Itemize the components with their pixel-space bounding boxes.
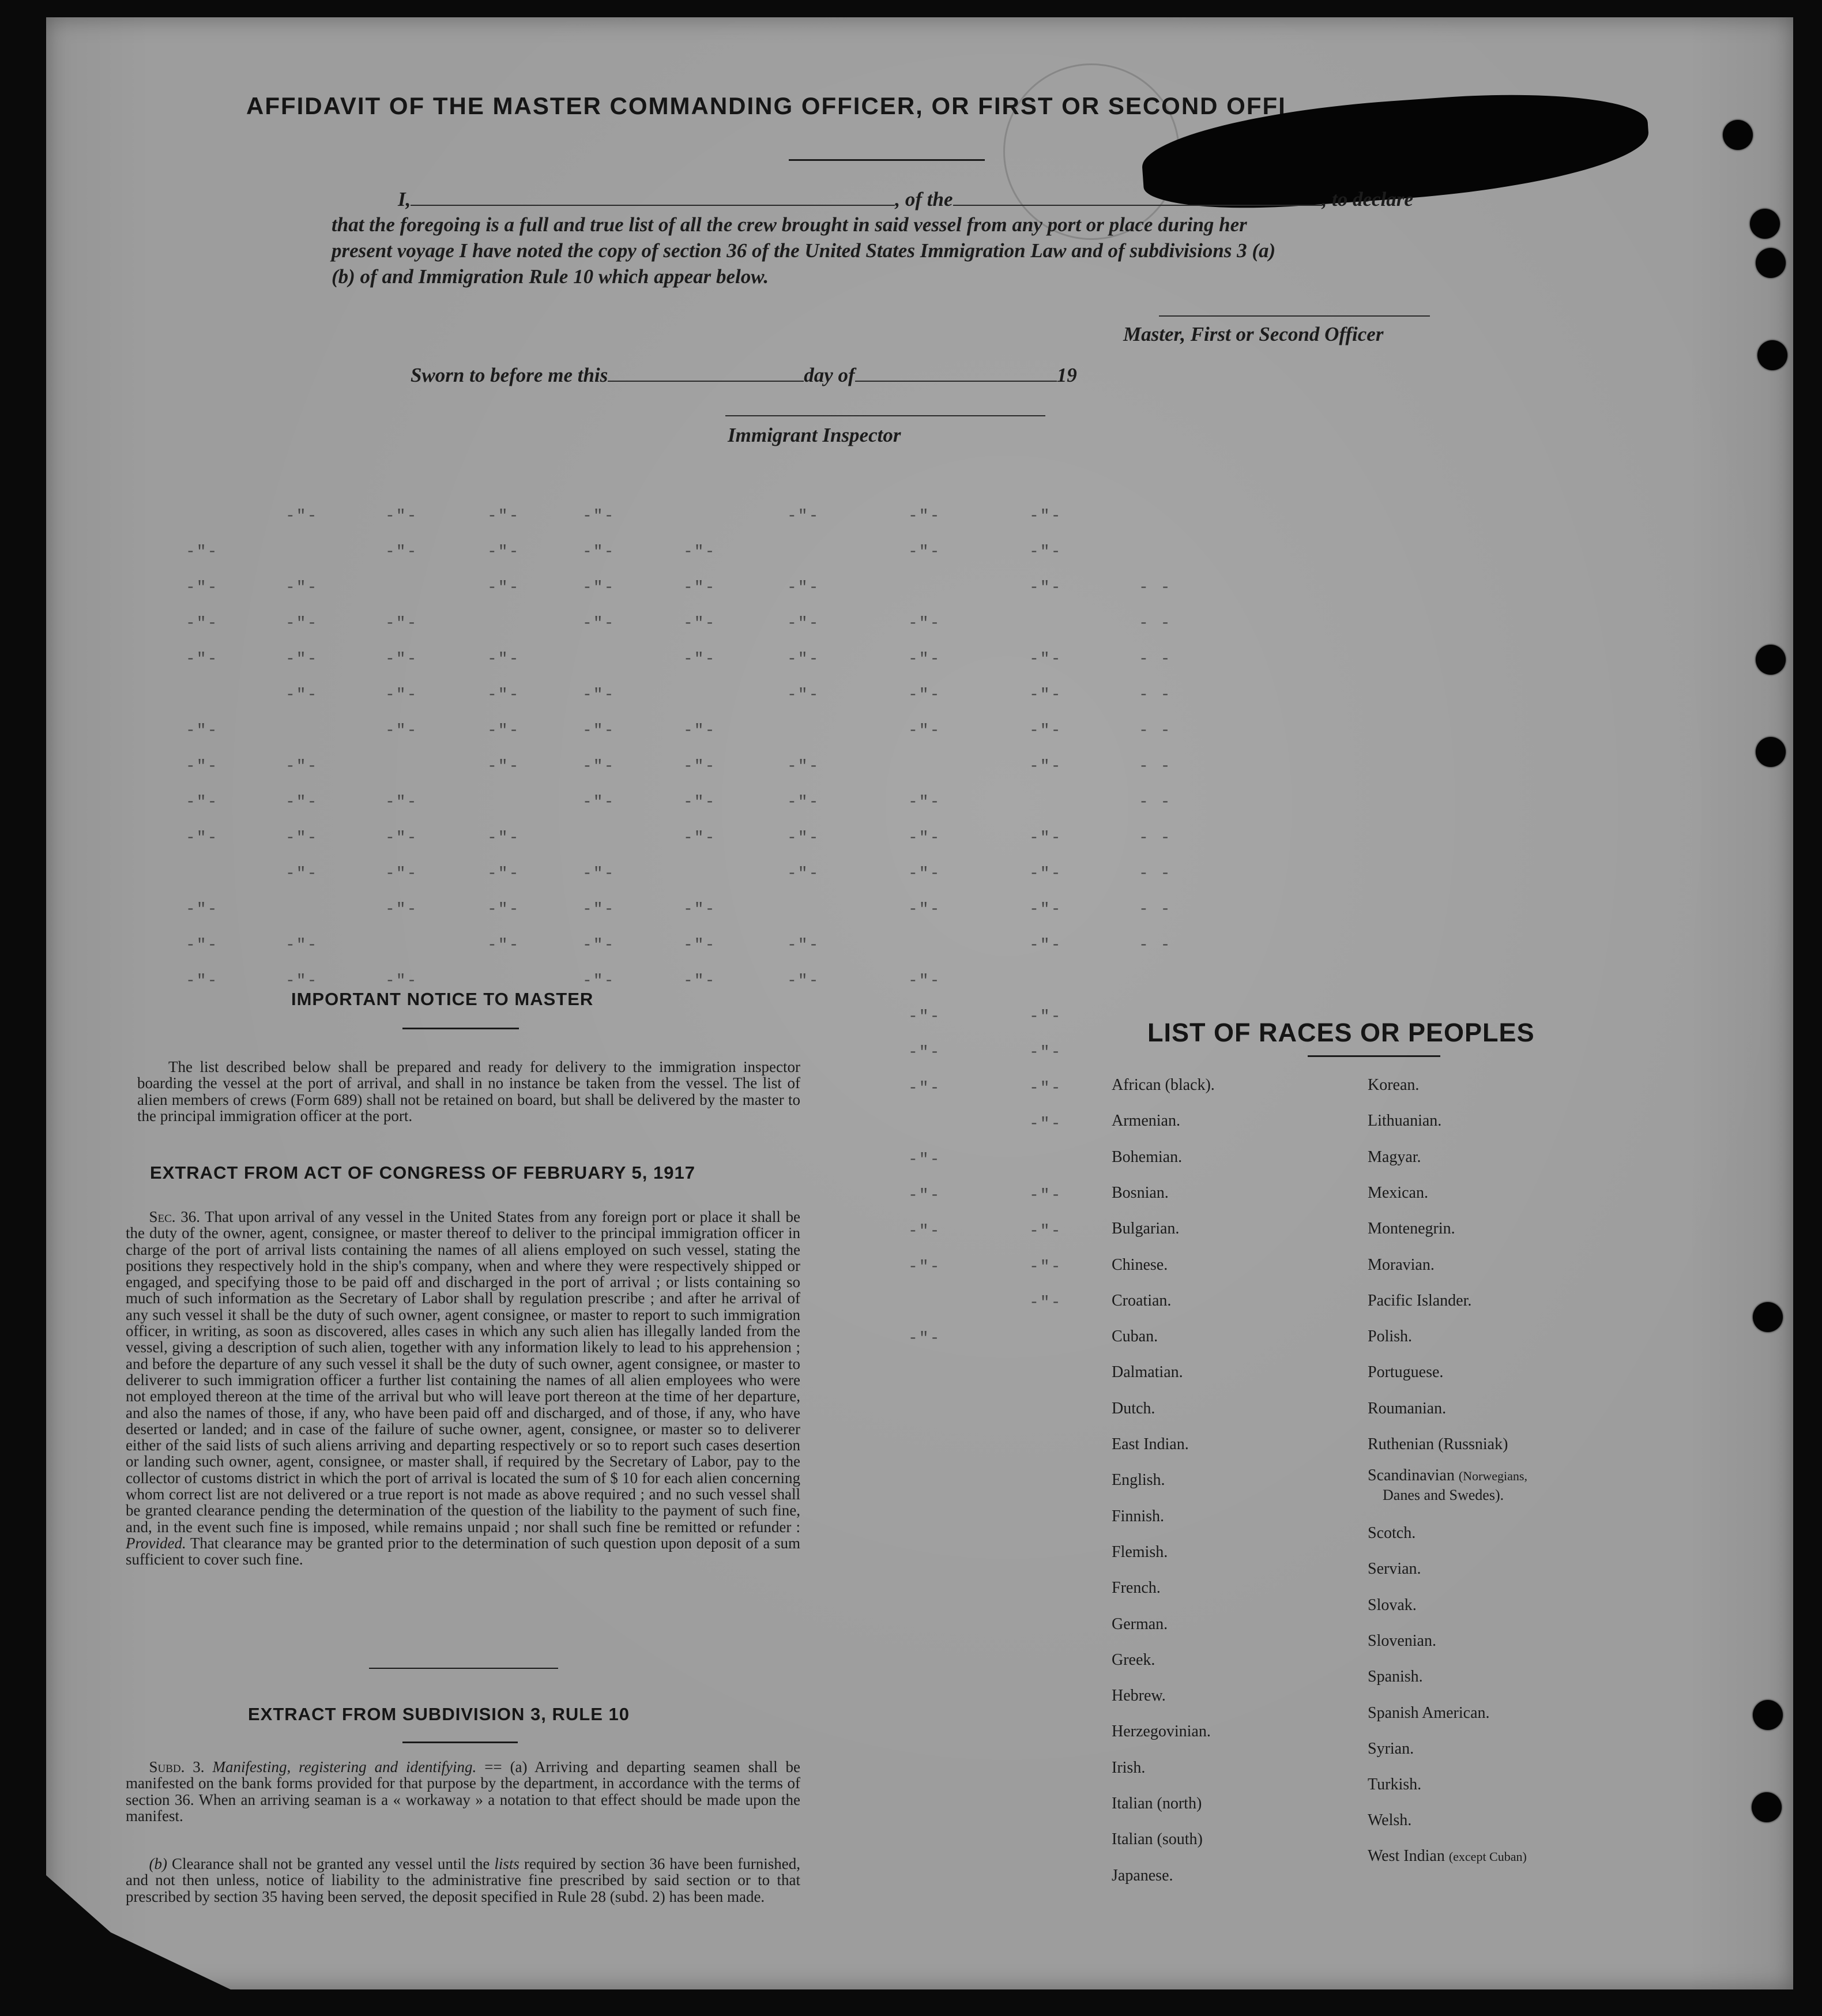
ditto-mark: -"- [787, 793, 820, 811]
act-rule [369, 1668, 558, 1669]
race-item: Croatian. [1112, 1292, 1172, 1310]
race-item: Spanish American. [1368, 1704, 1490, 1722]
ditto-mark: -"- [908, 615, 941, 633]
ditto-mark: -"- [908, 1223, 941, 1240]
race-item: Scotch. [1368, 1524, 1416, 1542]
ditto-mark: -"- [186, 579, 219, 597]
ditto-mark: -"- [582, 686, 615, 704]
ditto-mark: -"- [385, 650, 418, 668]
race-item: Syrian. [1368, 1740, 1414, 1758]
punch-hole [1753, 1700, 1783, 1730]
ditto-mark: -"- [787, 758, 820, 776]
ditto-mark: -"- [487, 936, 520, 954]
sworn-line: Sworn to before me this day of 19 [411, 364, 1077, 386]
ditto-mark: -"- [186, 543, 219, 561]
affidavit-line-3: present voyage I have noted the copy of section 36 of the United States Immigration Law and of subdivisions 3 (a) [332, 239, 1276, 262]
ditto-mark: -"- [787, 972, 820, 990]
race-item: Mexican. [1368, 1184, 1428, 1202]
ditto-mark: -"- [285, 972, 318, 990]
punch-hole [1756, 737, 1786, 767]
ditto-mark: -"- [1029, 865, 1062, 883]
ditto-mark: -"- [683, 936, 716, 954]
ditto-mark: -"- [908, 650, 941, 668]
ditto-mark: -"- [1029, 1223, 1062, 1240]
ditto-mark: -"- [1029, 1294, 1062, 1312]
ditto-mark: -"- [186, 758, 219, 776]
ditto-mark: -"- [487, 543, 520, 561]
dash-mark: - - [1139, 793, 1172, 811]
ditto-mark: -"- [186, 829, 219, 847]
race-item: Bulgarian. [1112, 1220, 1180, 1238]
ditto-mark: -"- [385, 722, 418, 740]
ditto-mark: -"- [1029, 722, 1062, 740]
race-item: Spanish. [1368, 1668, 1423, 1686]
ditto-mark: -"- [683, 829, 716, 847]
ditto-mark: -"- [582, 615, 615, 633]
race-item: Flemish. [1112, 1543, 1168, 1561]
ditto-mark: -"- [787, 507, 820, 525]
race-item: Polish. [1368, 1327, 1413, 1345]
ditto-mark: -"- [186, 972, 219, 990]
dash-mark: - - [1139, 901, 1172, 919]
notice-title: IMPORTANT NOTICE TO MASTER [291, 989, 594, 1009]
ditto-mark: -"- [487, 829, 520, 847]
ditto-mark: -"- [683, 722, 716, 740]
ditto-mark: -"- [285, 650, 318, 668]
ditto-mark: -"- [385, 615, 418, 633]
ditto-mark: -"- [385, 901, 418, 919]
ditto-mark: -"- [385, 865, 418, 883]
ditto-mark: -"- [285, 507, 318, 525]
race-item: Pacific Islander. [1368, 1292, 1472, 1310]
ditto-mark: -"- [908, 722, 941, 740]
rule-rule [402, 1742, 518, 1743]
ditto-mark: -"- [285, 758, 318, 776]
race-item: Turkish. [1368, 1776, 1422, 1793]
race-item: Slovenian. [1368, 1632, 1436, 1650]
punch-hole [1756, 248, 1786, 278]
race-item: Chinese. [1112, 1256, 1168, 1274]
ditto-mark: -"- [1029, 507, 1062, 525]
races-title: LIST OF RACES OR PEOPLES [1147, 1018, 1535, 1047]
ditto-mark: -"- [285, 829, 318, 847]
ditto-mark: -"- [683, 650, 716, 668]
rule-title: EXTRACT FROM SUBDIVISION 3, RULE 10 [248, 1704, 630, 1724]
ditto-mark: -"- [285, 865, 318, 883]
ditto-mark: -"- [1029, 1080, 1062, 1097]
punch-hole [1752, 1792, 1782, 1822]
race-item: Korean. [1368, 1076, 1420, 1094]
title-rule [789, 159, 985, 161]
ditto-mark: -"- [908, 865, 941, 883]
ditto-mark: -"- [186, 650, 219, 668]
race-item: German. [1112, 1615, 1168, 1633]
race-scandinavian-line2: Danes and Swedes). [1383, 1487, 1504, 1503]
signature-label: Master, First or Second Officer [1123, 323, 1384, 345]
ditto-mark: -"- [908, 793, 941, 811]
affidavit-line-2: that the foregoing is a full and true list of all the crew brought in said vessel from any port or place during her [332, 213, 1247, 236]
race-item: Greek. [1112, 1651, 1155, 1669]
dash-mark: - - [1139, 686, 1172, 704]
ditto-mark: -"- [908, 972, 941, 990]
ditto-mark: -"- [908, 901, 941, 919]
race-item: Herzegovinian. [1112, 1722, 1211, 1740]
race-scandinavian: Scandinavian (Norwegians, [1368, 1466, 1527, 1484]
race-item: Hebrew. [1112, 1687, 1166, 1705]
ditto-mark: -"- [908, 1330, 941, 1348]
ditto-mark: -"- [908, 1008, 941, 1026]
race-item: Irish. [1112, 1759, 1146, 1777]
ditto-mark: -"- [582, 793, 615, 811]
race-item: French. [1112, 1579, 1161, 1597]
punch-hole [1757, 340, 1787, 370]
ditto-mark: -"- [582, 758, 615, 776]
race-item: Bosnian. [1112, 1184, 1169, 1202]
race-item: Magyar. [1368, 1148, 1421, 1166]
ditto-mark: -"- [787, 579, 820, 597]
punch-hole [1750, 209, 1780, 239]
ditto-mark: -"- [385, 829, 418, 847]
dash-mark: - - [1139, 865, 1172, 883]
ditto-mark: -"- [683, 972, 716, 990]
ditto-mark: -"- [683, 793, 716, 811]
dash-mark: - - [1139, 758, 1172, 776]
ditto-mark: -"- [487, 722, 520, 740]
ditto-mark: -"- [683, 901, 716, 919]
ditto-mark: -"- [683, 758, 716, 776]
ditto-mark: -"- [1029, 1187, 1062, 1205]
ditto-mark: -"- [1029, 1115, 1062, 1133]
race-item: Cuban. [1112, 1327, 1158, 1345]
punch-hole [1753, 1302, 1783, 1332]
race-item: Dalmatian. [1112, 1363, 1183, 1381]
affidavit-line-1: I, , of the , to declare [398, 188, 1413, 210]
notice-rule [402, 1028, 519, 1029]
ditto-mark: -"- [285, 793, 318, 811]
race-item: Servian. [1368, 1560, 1421, 1578]
ditto-mark: -"- [1029, 901, 1062, 919]
race-item: Portuguese. [1368, 1363, 1444, 1381]
ditto-mark: -"- [1029, 1008, 1062, 1026]
ditto-mark: -"- [908, 1080, 941, 1097]
ditto-mark: -"- [186, 722, 219, 740]
ditto-mark: -"- [582, 936, 615, 954]
ditto-mark: -"- [683, 615, 716, 633]
race-item: Italian (south) [1112, 1830, 1203, 1848]
inspector-line [725, 414, 1045, 416]
ditto-mark: -"- [487, 650, 520, 668]
ditto-mark: -"- [787, 829, 820, 847]
ditto-mark: -"- [908, 507, 941, 525]
signature-line [1159, 314, 1430, 317]
dash-mark: - - [1139, 829, 1172, 847]
ditto-mark: -"- [787, 686, 820, 704]
ditto-mark: -"- [787, 936, 820, 954]
race-item: Lithuanian. [1368, 1112, 1442, 1130]
notice-text: The list described below shall be prepared and ready for delivery to the immigration inspector boarding the vessel at the port of arrival, and shall in no instance be taken from the vessel. The list of alien members of crews (Form 689) shall not be retained on board, but shall be delivered by the master to the principal immigration officer at the port. [137, 1058, 800, 1124]
race-item: Finnish. [1112, 1507, 1165, 1525]
inspector-label: Immigrant Inspector [728, 424, 901, 446]
ditto-mark: -"- [787, 615, 820, 633]
race-item: Italian (north) [1112, 1795, 1202, 1812]
dash-mark: - - [1139, 579, 1172, 597]
ditto-mark: -"- [385, 972, 418, 990]
ditto-mark: -"- [582, 722, 615, 740]
ditto-mark: -"- [1029, 1044, 1062, 1062]
ditto-mark: -"- [487, 901, 520, 919]
ditto-mark: -"- [186, 793, 219, 811]
ditto-mark: -"- [385, 686, 418, 704]
race-item: Dutch. [1112, 1400, 1155, 1417]
ditto-mark: -"- [487, 686, 520, 704]
dash-mark: - - [1139, 722, 1172, 740]
ditto-mark: -"- [582, 972, 615, 990]
ditto-mark: -"- [487, 579, 520, 597]
race-west-indian: West Indian (except Cuban) [1368, 1847, 1527, 1865]
ditto-mark: -"- [285, 936, 318, 954]
ditto-mark: -"- [1029, 936, 1062, 954]
race-item: English. [1112, 1471, 1165, 1489]
race-item: Slovak. [1368, 1596, 1417, 1614]
ditto-mark: -"- [908, 543, 941, 561]
race-item: Bohemian. [1112, 1148, 1183, 1166]
ditto-mark: -"- [908, 1151, 941, 1169]
race-item: African (black). [1112, 1076, 1215, 1094]
ditto-mark: -"- [1029, 686, 1062, 704]
race-item: Welsh. [1368, 1811, 1412, 1829]
act-text: Sec. 36. That upon arrival of any vessel in the United States from any foreign port or place it shall be the duty of the owner, agent, consignee, or master thereof to deliver to the principal immigration officer in charge of the port of arrival lists containing the names of all aliens employed on such vessel, stating the positions they respectively hold in the ship's company, when and where they were respectively shipped or engaged, and specifying those to be paid off and discharged in the port of arrival ; or lists containing so much of such information as the Secretary of Labor shall by regulation prescribe ; and after he arrival of any such vessel it shall be the duty of such owner, agent consignee, or master to report to such immigration officer, in writing, as soon as discovered, alles cases in which any such alien has illegally landed from the vessel, giving a description of such alien, together with any information likely to lead to his apprehension ; and before the departure of any such vessel it shall be the duty of such owner, agent consignee, or master to deliverer to such immigration officer a further list containing the names of all alien employees who were not employed thereon at the time of the arrival but who will leave port thereon at the time of her departure, and also the names of those, if any, who have been paid off and discharged, and of those, if any, who have deserted or landed; and in case of the failure of suche owner, agent, consignee, or master so to deliverer either of the said lists of such aliens arriving and departing respectively or so to report such cases desertion or landing such owner, agent, consignee, or master shall, if required by the Secretary of Labor, pay to the collector of customs district in which the port of arrival is located the sum of $ 10 for each alien concerning whom correct list are not delivered or a true report is not made as above required ; and no such vessel shall be granted clearance pending the determination of the question of the liability to the payment of such fine, and, in the event such fine is imposed, while remains unpaid ; nor shall such fine be remitted or refunder : Provided. That clearance may be granted prior to the determination of such question upon deposit of a sum sufficient to cover such fine. [126, 1208, 801, 1569]
ditto-mark: -"- [582, 543, 615, 561]
dash-mark: - - [1139, 650, 1172, 668]
ditto-mark: -"- [487, 865, 520, 883]
ditto-mark: -"- [1029, 579, 1062, 597]
race-item: Japanese. [1112, 1867, 1173, 1885]
ditto-mark: -"- [787, 865, 820, 883]
ditto-mark: -"- [186, 936, 219, 954]
ditto-mark: -"- [285, 579, 318, 597]
ditto-mark: -"- [285, 686, 318, 704]
race-item: Armenian. [1112, 1112, 1180, 1130]
act-title: EXTRACT FROM ACT OF CONGRESS OF FEBRUARY 5, 1917 [150, 1163, 695, 1183]
punch-hole [1756, 645, 1786, 675]
ditto-mark: -"- [683, 543, 716, 561]
ditto-mark: -"- [787, 650, 820, 668]
race-item: East Indian. [1112, 1435, 1189, 1453]
ditto-mark: -"- [908, 686, 941, 704]
race-item: Moravian. [1368, 1256, 1435, 1274]
affidavit-line-4: (b) of and Immigration Rule 10 which appear below. [332, 265, 769, 288]
ditto-mark: -"- [908, 1258, 941, 1276]
ditto-mark: -"- [385, 543, 418, 561]
race-item: Roumanian. [1368, 1400, 1447, 1417]
ditto-mark: -"- [908, 1187, 941, 1205]
ditto-mark: -"- [683, 579, 716, 597]
affidavit-title: AFFIDAVIT OF THE MASTER COMMANDING OFFICER, OR FIRST OR SECOND OFFI [246, 92, 1286, 119]
ditto-mark: -"- [487, 507, 520, 525]
ditto-mark: -"- [908, 829, 941, 847]
ditto-mark: -"- [285, 615, 318, 633]
ditto-mark: -"- [582, 865, 615, 883]
dash-mark: - - [1139, 936, 1172, 954]
race-item: Montenegrin. [1368, 1220, 1455, 1238]
ditto-mark: -"- [385, 793, 418, 811]
ditto-mark: -"- [582, 901, 615, 919]
ditto-mark: -"- [385, 507, 418, 525]
rule-text-a: Subd. 3. Manifesting, registering and identifying. == (a) Arriving and departing seamen shall be manifested on the bank forms provided for that purpose by the department, in accordance with the terms of section 36. When an arriving seaman is a « workaway » a notation to that effect should be made upon the manifest. [126, 1758, 800, 1825]
ditto-mark: -"- [1029, 758, 1062, 776]
ditto-mark: -"- [582, 507, 615, 525]
ditto-mark: -"- [1029, 829, 1062, 847]
dash-mark: - - [1139, 615, 1172, 633]
races-rule [1308, 1055, 1440, 1057]
ditto-mark: -"- [186, 901, 219, 919]
punch-hole [1723, 120, 1753, 150]
ditto-mark: -"- [908, 1044, 941, 1062]
ditto-mark: -"- [186, 615, 219, 633]
ditto-mark: -"- [487, 758, 520, 776]
ditto-mark: -"- [1029, 543, 1062, 561]
ditto-mark: -"- [1029, 650, 1062, 668]
ditto-mark: -"- [582, 579, 615, 597]
rule-text-b: (b) Clearance shall not be granted any vessel until the lists required by section 36 have been furnished, and not then unless, notice of liability to the administrative fine prescribed by said section or to that prescribed by section 35 having been served, the deposit specified in Rule 28 (subd. 2) has been made. [126, 1855, 801, 1905]
race-item: Ruthenian (Russniak) [1368, 1435, 1508, 1453]
ditto-mark: -"- [1029, 1258, 1062, 1276]
